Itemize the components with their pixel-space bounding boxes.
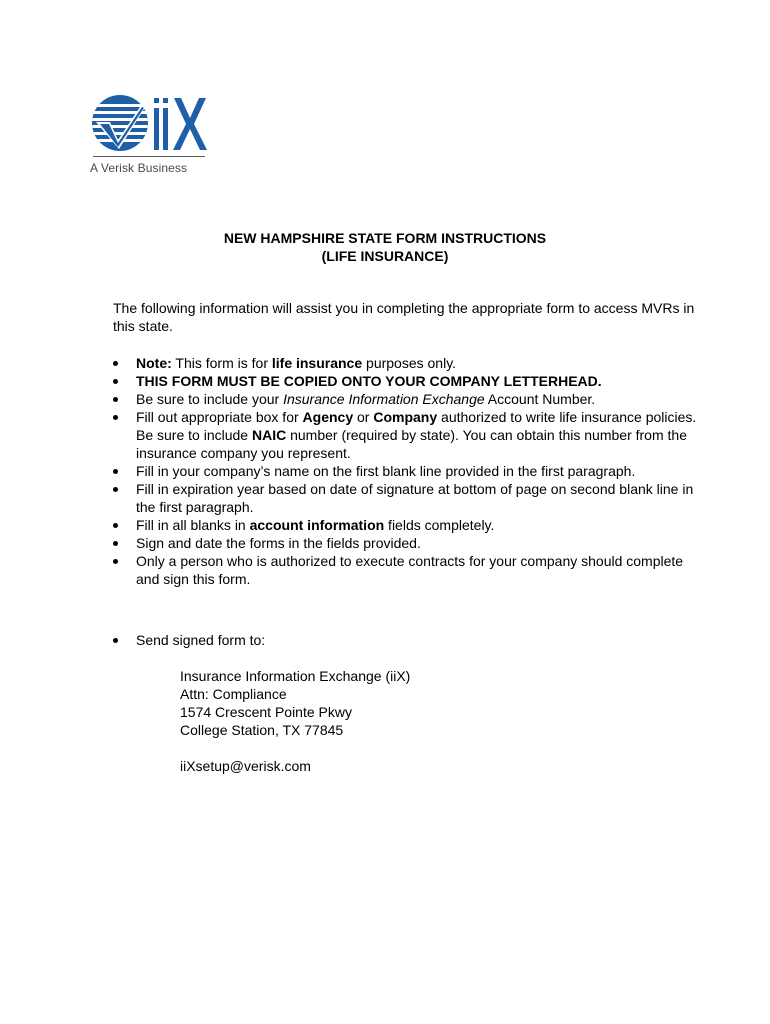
list-item-text: Account Number.	[484, 391, 596, 407]
bullet-icon	[113, 638, 118, 643]
mailing-address	[180, 667, 410, 739]
list-item-text: This form is for	[171, 355, 272, 371]
list-item-text: Sign and date the forms in the fields provided.	[136, 535, 421, 551]
list-item-text: fields completely.	[384, 517, 495, 533]
contact-email: iiXsetup@verisk.com	[180, 758, 311, 774]
list-item-text: Be sure to include your	[136, 391, 284, 407]
list-item-text: Company	[373, 409, 438, 425]
bullet-icon	[113, 397, 118, 402]
bullet-icon	[113, 469, 118, 474]
list-item-text: Fill out appropriate box for	[136, 409, 303, 425]
list-item-text: account information	[249, 517, 385, 533]
address-line: Attn: Compliance	[180, 686, 287, 702]
list-item-text: Note:	[136, 355, 172, 371]
instruction-list	[113, 354, 703, 588]
bullet-icon	[113, 559, 118, 564]
send-label: Send signed form to:	[136, 632, 266, 648]
iix-logo-graphic	[90, 92, 210, 154]
list-item	[113, 408, 703, 462]
list-item	[113, 354, 703, 372]
address-line: 1574 Crescent Pointe Pkwy	[180, 704, 352, 720]
logo-divider	[93, 156, 205, 157]
list-item-text: life insurance	[271, 355, 363, 371]
bullet-icon	[113, 415, 118, 420]
list-item-text: Fill in all blanks in	[136, 517, 250, 533]
list-item-text: authorized to write life insurance policies. Be sure to include	[136, 409, 697, 443]
page-title	[0, 229, 770, 265]
address-line: College Station, TX 77845	[180, 722, 344, 738]
list-item	[113, 390, 703, 408]
bullet-icon	[113, 487, 118, 492]
list-item-text: THIS FORM MUST BE COPIED ONTO YOUR COMPANY LETTERHEAD.	[136, 373, 602, 389]
company-logo	[90, 92, 210, 182]
list-item-text: Insurance Information Exchange	[283, 391, 485, 407]
globe-icon	[90, 95, 150, 151]
title-line-1: NEW HAMPSHIRE STATE FORM INSTRUCTIONS	[223, 230, 547, 246]
list-item-text: Only a person who is authorized to execute contracts for your company should complete and sign this form.	[136, 553, 684, 587]
intro-paragraph: The following information will assist you in completing the appropriate form to access MVRs in this state.	[113, 300, 695, 334]
list-item-text: number (required by state). You can obtain this number from the insurance company you represent.	[136, 427, 687, 461]
send-bullet	[113, 631, 703, 649]
list-item-text: or	[353, 409, 374, 425]
title-line-2: (LIFE INSURANCE)	[321, 248, 449, 264]
list-item	[113, 462, 703, 480]
list-item	[113, 534, 703, 552]
iix-wordmark	[154, 98, 207, 150]
list-item-text: NAIC	[251, 427, 287, 443]
list-item	[113, 516, 703, 534]
bullet-icon	[113, 379, 118, 384]
list-item-text: Agency	[302, 409, 354, 425]
bullet-icon	[113, 523, 118, 528]
list-item-text: purposes only.	[362, 355, 457, 371]
bullet-icon	[113, 361, 118, 366]
list-item	[113, 372, 703, 390]
list-item	[113, 552, 703, 588]
bullet-icon	[113, 541, 118, 546]
list-item-text: Fill in expiration year based on date of signature at bottom of page on second blank line in the first paragraph.	[136, 481, 694, 515]
address-line: Insurance Information Exchange (iiX)	[180, 668, 411, 684]
list-item-text: Fill in your company’s name on the first blank line provided in the first paragraph.	[136, 463, 636, 479]
list-item	[113, 480, 703, 516]
logo-tagline: A Verisk Business	[90, 161, 188, 175]
